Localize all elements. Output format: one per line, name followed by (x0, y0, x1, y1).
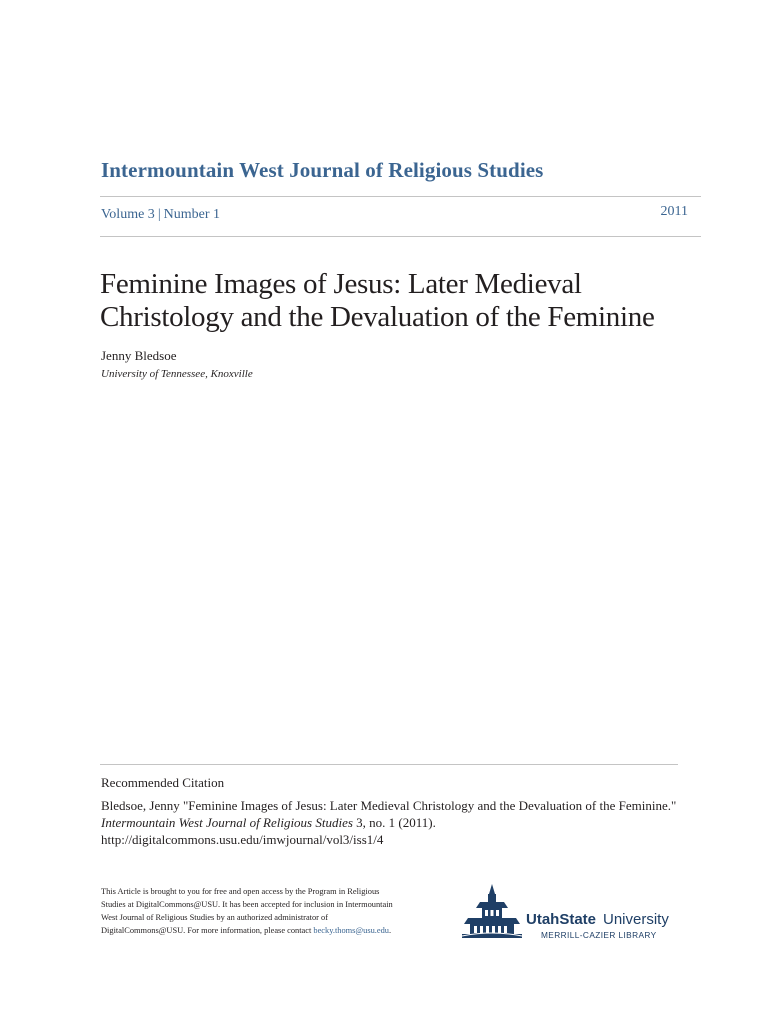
author-affiliation: University of Tennessee, Knoxville (101, 368, 253, 380)
number-label: Number 1 (163, 207, 221, 222)
library-building-icon (462, 882, 672, 944)
utah-state-university-logo (462, 882, 672, 944)
logo-word-utahstate: UtahState (526, 911, 597, 928)
citation-url[interactable]: http://digitalcommons.usu.edu/imwjournal/vol3/iss1/4 (101, 832, 384, 847)
access-notice (101, 885, 401, 937)
citation-divider (100, 764, 678, 765)
issue-info (101, 207, 220, 223)
citation-heading: Recommended Citation (101, 775, 225, 790)
issue-separator: | (157, 207, 161, 222)
volume-label: Volume 3 (101, 207, 155, 222)
journal-title: Intermountain West Journal of Religious Studies (101, 158, 544, 182)
header-divider-top (100, 196, 701, 197)
header-divider-bottom (100, 236, 701, 237)
citation-journal: Intermountain West Journal of Religious Studies (101, 815, 353, 830)
article-title-line-2: Christology and the Devaluation of the Feminine (100, 301, 655, 333)
citation-text (101, 797, 681, 848)
publication-year: 2011 (660, 204, 688, 219)
contact-email-link[interactable]: becky.thoms@usu.edu (313, 926, 389, 935)
access-notice-text: This Article is brought to you for free and open access by the Program in Religious Studies at DigitalCommons@USU. It has been accepted for inclusion in Intermountain West Journal of Religious Studies by an authorized administrator of DigitalCommons@USU. For more information, please contact (101, 887, 393, 935)
author-name: Jenny Bledsoe (101, 348, 177, 363)
citation-part-1: Bledsoe, Jenny "Feminine Images of Jesus: Later Medieval Christology and the Devaluation of the Feminine." (101, 798, 677, 813)
logo-library-name: MERRILL-CAZIER LIBRARY (541, 930, 657, 940)
article-title (100, 268, 700, 334)
logo-word-university: University (603, 911, 669, 928)
access-notice-end: . (388, 926, 392, 935)
article-title-line-1: Feminine Images of Jesus: Later Medieval (100, 268, 582, 300)
citation-part-2: 3, no. 1 (2011). (352, 815, 436, 830)
